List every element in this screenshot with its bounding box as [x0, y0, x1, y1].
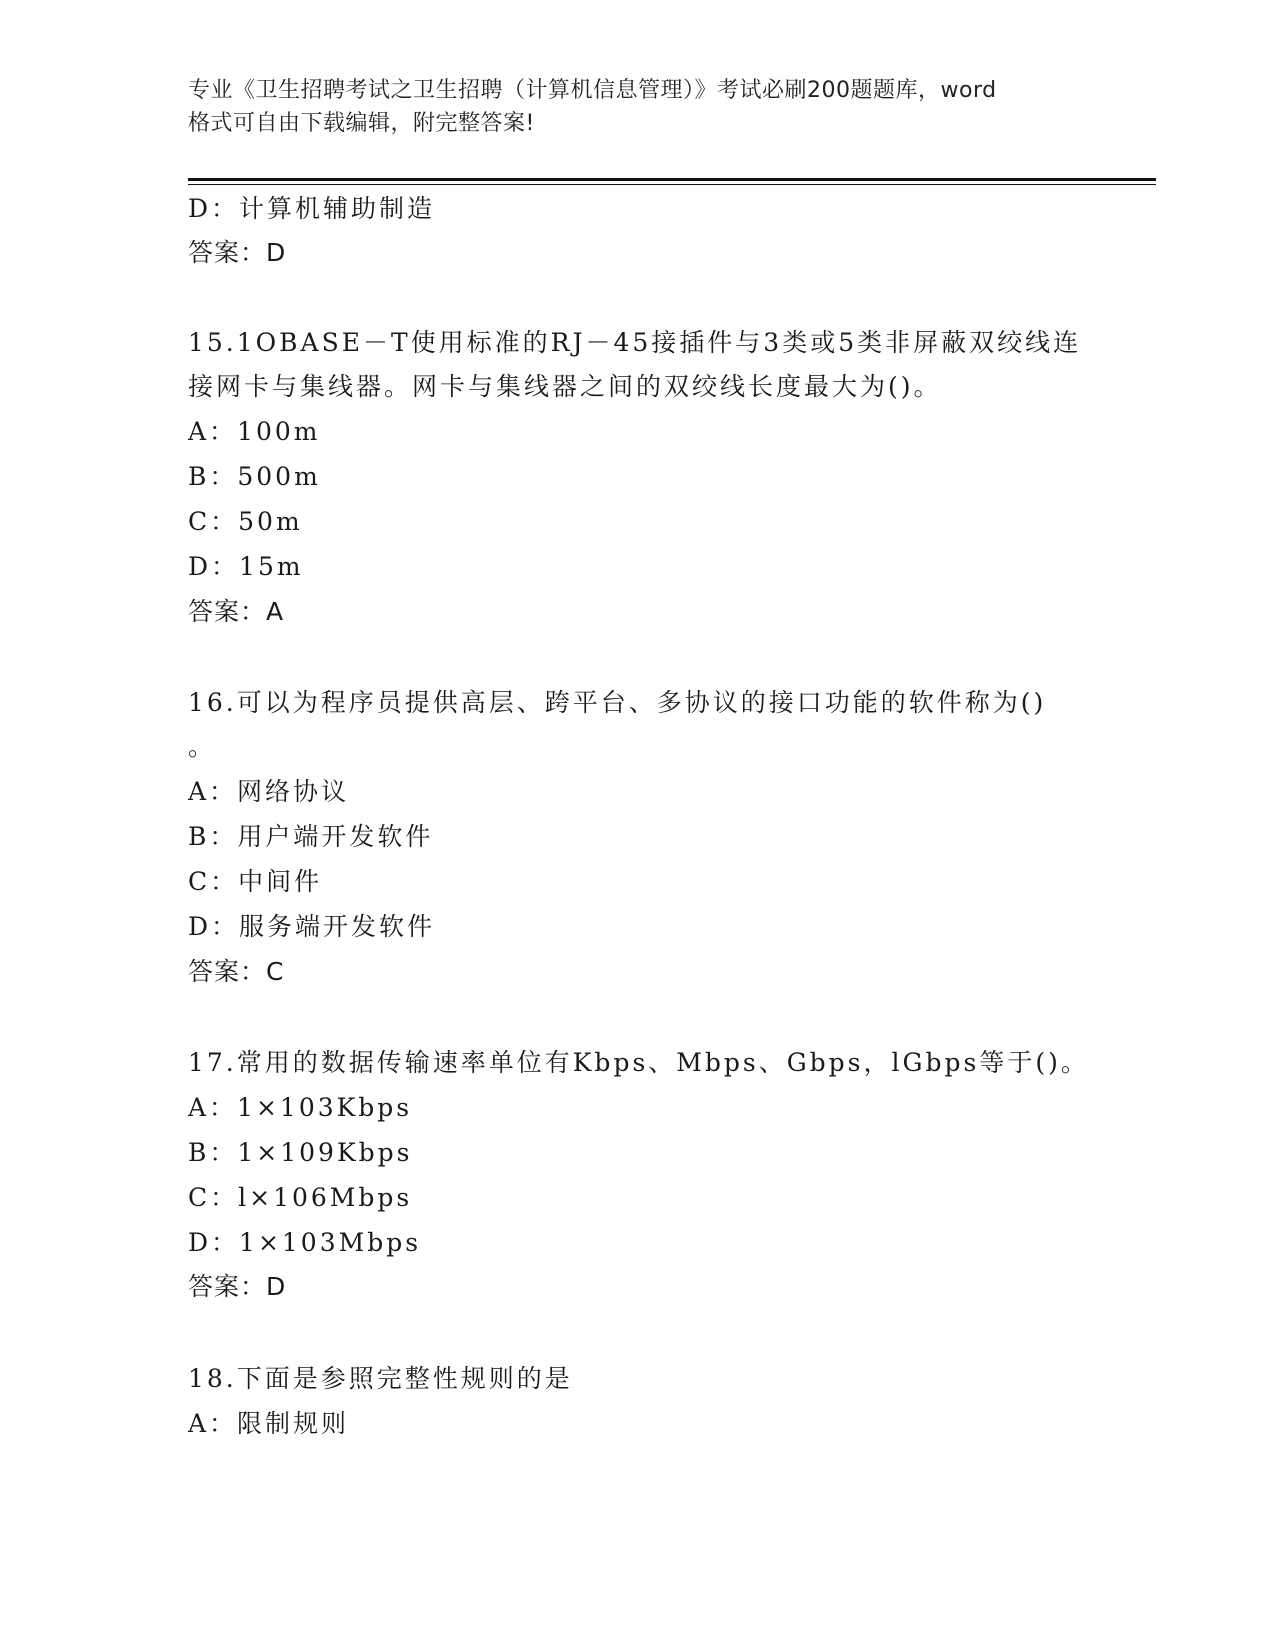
header-divider-thick: [188, 178, 1156, 181]
q16-stem-line-1: 16.可以为程序员提供高层、跨平台、多协议的接口功能的软件称为(): [188, 688, 1047, 717]
q17-stem-line-1: 17.常用的数据传输速率单位有Kbps、Mbps、Gbps，lGbps等于()。: [188, 1048, 1089, 1077]
q15-stem-line-1: 15.1OBASE－T使用标准的RJ－45接插件与3类或5类非屏蔽双绞线连: [188, 328, 1082, 357]
header-title-line-2: 格式可自由下载编辑，附完整答案!: [188, 111, 535, 136]
q15-option-a: A：100m: [188, 417, 321, 446]
q16-option-a: A：网络协议: [188, 777, 350, 806]
q16-option-d: D：服务端开发软件: [188, 912, 436, 941]
q17-option-b: B：1×109Kbps: [188, 1138, 413, 1167]
q16-option-b: B：用户端开发软件: [188, 822, 434, 851]
q15-answer: 答案：A: [188, 597, 285, 626]
q16-answer: 答案：C: [188, 957, 285, 986]
q15-option-c: C：50m: [188, 507, 303, 536]
q14-answer: 答案：D: [188, 238, 287, 267]
q18-stem-line-1: 18.下面是参照完整性规则的是: [188, 1364, 573, 1393]
q16-stem-line-2: 。: [188, 732, 217, 761]
q17-option-d: D：1×103Mbps: [188, 1228, 422, 1257]
q15-stem-line-2: 接网卡与集线器。网卡与集线器之间的双绞线长度最大为()。: [188, 372, 942, 401]
q17-option-c: C：l×106Mbps: [188, 1183, 413, 1212]
q15-option-b: B：500m: [188, 462, 321, 491]
header-title-line-1: 专业《卫生招聘考试之卫生招聘（计算机信息管理）》考试必刷200题题库，word: [188, 78, 997, 103]
q16-option-c: C：中间件: [188, 867, 323, 896]
q17-option-a: A：1×103Kbps: [188, 1093, 413, 1122]
q18-option-a: A：限制规则: [188, 1409, 350, 1438]
document-header: [188, 74, 1108, 140]
q14-option-d: D：计算机辅助制造: [188, 194, 436, 223]
header-divider-thin: [188, 184, 1156, 185]
q17-answer: 答案：D: [188, 1272, 287, 1301]
q15-option-d: D：15m: [188, 552, 304, 581]
